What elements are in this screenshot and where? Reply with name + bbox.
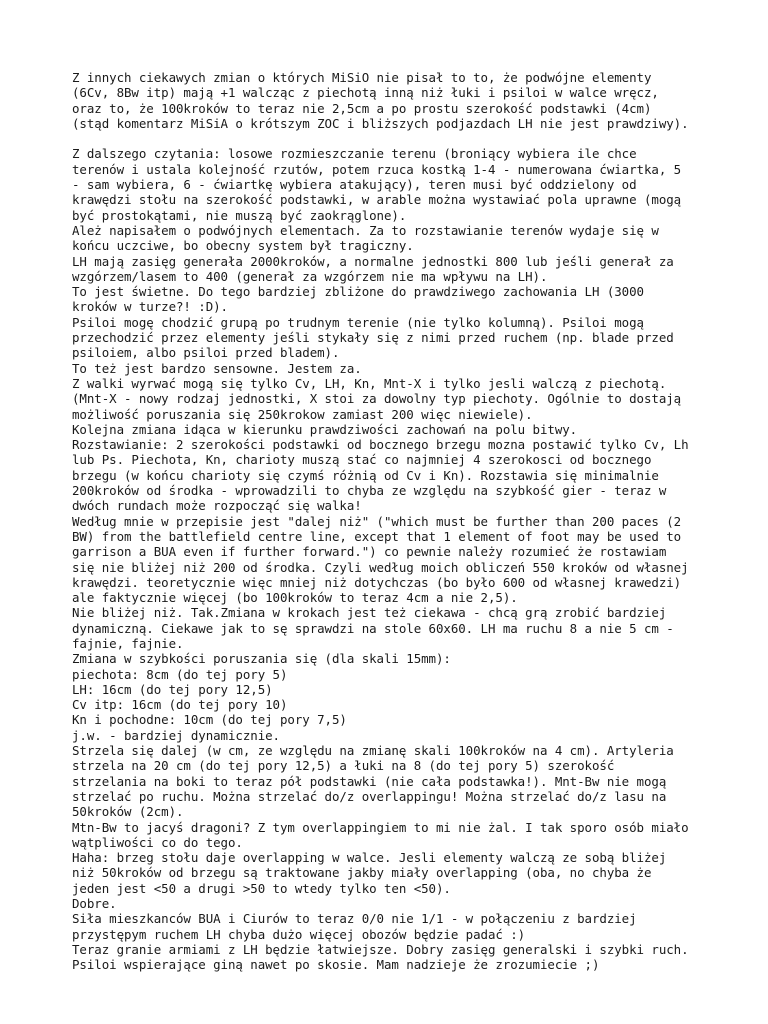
text-line: wątpliwości co do tego.: [72, 834, 243, 850]
text-line: strzelać po ruchu. Można strzelać do/z overlappingu! Można strzelać do/z lasu na: [72, 788, 667, 804]
text-line: To też jest bardzo sensowne. Jestem za.: [72, 360, 362, 376]
text-line: 200kroków od środka - wprowadzili to chyba ze względu na szybkość gier - teraz w: [72, 483, 667, 499]
text-line: Z walki wyrwać mogą się tylko Cv, LH, Kn, Mnt-X i tylko jesli walczą z piechotą.: [72, 375, 667, 391]
text-line: wzgórzem/lasem to 400 (generał za wzgórzem nie ma wpływu na LH).: [72, 268, 548, 284]
text-line: 50kroków (2cm).: [72, 804, 184, 820]
text-line: LH: 16cm (do tej pory 12,5): [72, 681, 273, 697]
text-line: - sam wybiera, 6 - ćwiartkę wybiera atakujący), teren musi być oddzielony od: [72, 177, 637, 193]
text-line: jeden jest <50 a drugi >50 to wtedy tylko ten <50).: [72, 880, 451, 896]
text-line: przechodzić przez elementy jeśli stykały się z nimi przed ruchem (np. blade przed: [72, 330, 674, 346]
text-line: możliwość poruszania się 250krokow zamiast 200 więc niewiele).: [72, 406, 533, 422]
text-line: strzelania na boki to teraz pół podstawki (nie cała podstawka!). Mnt-Bw nie mogą: [72, 773, 667, 789]
text-line: dwóch rundach może rozpocząć się walka!: [72, 498, 362, 514]
text-line: To jest świetne. Do tego bardziej zbliżone do prawdziwego zachowania LH (3000: [72, 284, 644, 300]
text-line: Z dalszego czytania: losowe rozmieszczanie terenu (broniący wybiera ile chce: [72, 146, 637, 162]
text-line: Siła mieszkanców BUA i Ciurów to teraz 0/0 nie 1/1 - w połączeniu z bardziej: [72, 911, 637, 927]
text-line: Z innych ciekawych zmian o których MiSiO nie pisał to to, że podwójne elementy: [72, 70, 652, 85]
document-body: [72, 70, 712, 973]
text-line: Psiloi wspierające giną nawet po skosie. Mam nadzieje że zrozumiecie ;): [72, 957, 600, 973]
text-line: niż 50kroków od brzegu są traktowane jakby miały overlapping (oba, no chyba że: [72, 865, 652, 881]
text-line: Kn i pochodne: 10cm (do tej pory 7,5): [72, 712, 347, 728]
text-line: Rozstawianie: 2 szerokości podstawki od bocznego brzegu mozna postawić tylko Cv, Lh: [72, 437, 689, 453]
text-line: strzela na 20 cm (do tej pory 12,5) a łuki na 8 (do tej pory 5) szerokość: [72, 758, 615, 774]
text-line: psiloiem, albo psiloi przed bladem).: [72, 345, 340, 361]
text-line: Zmiana w szybkości poruszania się (dla skali 15mm):: [72, 651, 451, 667]
text-line: Strzela się dalej (w cm, ze względu na zmianę skali 100kroków na 4 cm). Artyleria: [72, 743, 674, 759]
text-line: Według mnie w przepisie jest "dalej niż" ("which must be further than 200 paces (2: [72, 513, 682, 529]
text-line: garrison a BUA even if further forward.") co pewnie należy rozumieć że rostawiam: [72, 544, 667, 560]
text-line: Ależ napisałem o podwójnych elementach. Za to rozstawianie terenów wydaje się w: [72, 222, 659, 238]
text-line: krawędzi stołu na szerokość podstawki, w arable można wystawiać pola uprawne (mogą: [72, 192, 682, 208]
text-line: j.w. - bardziej dynamicznie.: [72, 727, 280, 743]
text-line: Dobre.: [72, 896, 117, 912]
text-line: Nie bliżej niż. Tak.Zmiana w krokach jest też ciekawa - chcą grą zrobić bardziej: [72, 605, 667, 621]
text-line: oraz to, że 100kroków to teraz nie 2,5cm a po prostu szerokość podstawki (4cm): [72, 100, 652, 116]
text-line: kroków w turze?! :D).: [72, 299, 228, 315]
text-line: piechota: 8cm (do tej pory 5): [72, 666, 288, 682]
text-line: fajnie, fajnie.: [72, 635, 184, 651]
text-line: (6Cv, 8Bw itp) mają +1 walcząc z piechotą inną niż łuki i psiloi w walce wręcz,: [72, 85, 659, 101]
text-line: ale faktycznie więcej (bo 100kroków to teraz 4cm a nie 2,5).: [72, 590, 518, 606]
text-line: (Mnt-X - nowy rodzaj jednostki, X stoi za dowolny typ piechoty. Ogólnie to dostają: [72, 391, 682, 407]
text-line: BW) from the battlefield centre line, except that 1 element of foot may be used to: [72, 528, 682, 544]
paragraph: [72, 70, 712, 131]
text-line: Kolejna zmiana idąca w kierunku prawdziwości zachowań na polu bitwy.: [72, 421, 578, 437]
text-line: Cv itp: 16cm (do tej pory 10): [72, 697, 288, 713]
text-line: Psiloi mogę chodzić grupą po trudnym terenie (nie tylko kolumną). Psiloi mogą: [72, 314, 644, 330]
text-line: Mtn-Bw to jacyś dragoni? Z tym overlappingiem to mi nie żal. I tak sporo osób miało: [72, 819, 689, 835]
text-line: Teraz granie armiami z LH będzie łatwiejsze. Dobry zasięg generalski i szybki ruch.: [72, 941, 689, 957]
text-line: końcu uczciwe, bo obecny system był tragiczny.: [72, 238, 414, 254]
text-line: LH mają zasięg generała 2000kroków, a normalne jednostki 800 lub jeśli generał za: [72, 253, 674, 269]
text-line: (stąd komentarz MiSiA o krótszym ZOC i bliższych podjazdach LH nie jest prawdziwy).: [72, 115, 689, 131]
text-line: przystępym ruchem LH chyba dużo więcej obozów będzie padać :): [72, 926, 526, 942]
text-line: Haha: brzeg stołu daje overlapping w walce. Jesli elementy walczą ze sobą bliżej: [72, 850, 667, 866]
text-line: dynamiczną. Ciekawe jak to sę sprawdzi na stole 60x60. LH ma ruchu 8 a nie 5 cm -: [72, 620, 674, 636]
text-line: się nie bliżej niż 200 od środka. Czyli według moich obliczeń 550 kroków od własnej: [72, 559, 689, 575]
text-line: brzegu (w końcu charioty się czymś różnią od Cv i Kn). Rozstawia się minimalnie: [72, 467, 659, 483]
text-line: lub Ps. Piechota, Kn, charioty muszą stać co najmniej 4 szerokosci od bocznego: [72, 452, 652, 468]
text-line: terenów i ustala kolejność rzutów, potem rzuca kostką 1-4 - numerowana ćwiartka, 5: [72, 161, 682, 177]
text-line: być prostokątami, nie muszą być zaokrąglone).: [72, 207, 407, 223]
paragraph: [72, 146, 712, 972]
text-line: krawędzi. teoretycznie więc mniej niż dotychczas (bo było 600 od własnej krawedzi): [72, 574, 682, 590]
